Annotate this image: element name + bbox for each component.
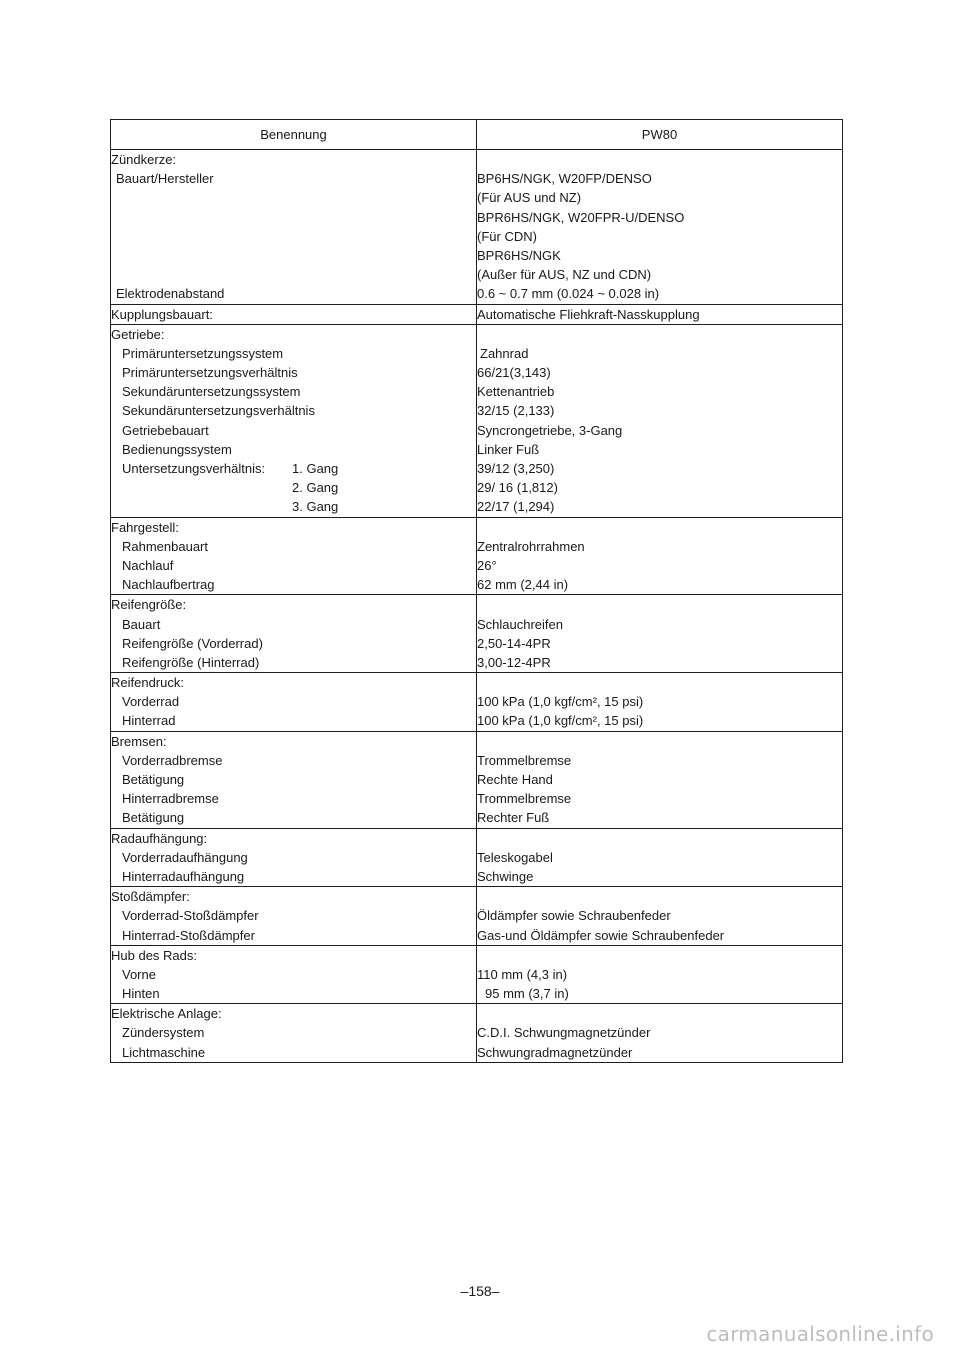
table-row <box>111 150 843 305</box>
spec-label: Getriebebauart <box>122 422 209 438</box>
spec-value: Schwungradmagnetzünder <box>477 1044 633 1060</box>
table-row <box>111 945 843 1004</box>
spec-value: (Für AUS und NZ) <box>477 190 582 206</box>
gear-label: 2. Gang <box>292 480 339 496</box>
spec-value: Trommelbremse <box>477 791 572 807</box>
spec-value: 29/ 16 (1,812) <box>477 480 558 496</box>
spec-value: Linker Fuß <box>477 441 540 457</box>
spec-value-cell <box>477 887 843 946</box>
spec-label: Bedienungssystem <box>122 441 232 457</box>
table-header-row <box>111 120 843 150</box>
spec-label-cell <box>111 887 477 946</box>
spec-label-cell <box>111 673 477 732</box>
gear-label: 3. Gang <box>292 499 339 515</box>
spec-label: Reifengröße (Hinterrad) <box>122 654 260 670</box>
spec-label: Zündersystem <box>122 1025 205 1041</box>
spec-value: Schlauchreifen <box>477 616 563 632</box>
spec-value-cell <box>477 731 843 828</box>
spec-value: 2,50-14-4PR <box>477 635 551 651</box>
section-title: Hub des Rads: <box>111 947 197 963</box>
spec-label-cell <box>111 304 477 324</box>
section-title: Stoßdämpfer: <box>111 889 190 905</box>
gear-ratio-row <box>111 478 476 497</box>
spec-value-cell <box>477 1004 843 1063</box>
spec-value: Rechte Hand <box>477 772 553 787</box>
header-model: PW80 <box>477 120 843 150</box>
spec-value: C.D.I. Schwungmagnetzünder <box>477 1025 651 1041</box>
spec-label: Sekundäruntersetzungsverhältnis <box>122 403 315 419</box>
spec-value: 95 mm (3,7 in) <box>485 986 569 1002</box>
spec-label: Sekundäruntersetzungssystem <box>122 384 301 400</box>
spec-label: Rahmenbauart <box>122 538 208 554</box>
page-number: –158– <box>460 1283 500 1299</box>
spec-label-cell <box>111 828 477 887</box>
spec-value: Trommelbremse <box>477 752 572 768</box>
spec-label-cell <box>111 945 477 1004</box>
spec-value: Syncrongetriebe, 3-Gang <box>477 422 623 438</box>
spec-value: 3,00-12-4PR <box>477 654 551 670</box>
table-row <box>111 1004 843 1063</box>
spec-value: Öldämpfer sowie Schraubenfeder <box>477 908 671 924</box>
spec-value: 32/15 (2,133) <box>477 403 555 419</box>
table-row <box>111 517 843 595</box>
spec-label: Hinterrad-Stoßdämpfer <box>122 927 255 943</box>
spec-label: Hinten <box>122 986 160 1002</box>
spec-value: 0.6 ~ 0.7 mm (0.024 ~ 0.028 in) <box>477 286 660 302</box>
table-row <box>111 887 843 946</box>
spec-label: Lichtmaschine <box>122 1044 206 1060</box>
section-title: Bremsen: <box>111 733 167 749</box>
section-title: Kupplungsbauart: <box>111 306 213 322</box>
spec-label: Hinterradbremse <box>122 791 219 807</box>
spec-label: Nachlaufbertrag <box>122 577 215 593</box>
spec-value: Rechter Fuß <box>477 810 550 826</box>
spec-label: Vorderrad <box>122 694 180 710</box>
gear-label: 1. Gang <box>292 461 339 476</box>
watermark: carmanualsonline.info <box>706 1322 934 1346</box>
spec-value: Gas-und Öldämpfer sowie Schraubenfeder <box>477 927 725 943</box>
table-row <box>111 731 843 828</box>
spec-value-cell <box>477 828 843 887</box>
spec-label-cell <box>111 517 477 595</box>
section-title: Reifendruck: <box>111 675 184 691</box>
spec-table <box>110 119 843 1063</box>
spec-value: 100 kPa (1,0 kgf/cm², 15 psi) <box>477 694 644 710</box>
spec-value-cell <box>477 324 843 517</box>
spec-value: Zentralrohrrahmen <box>477 538 585 554</box>
section-title: Getriebe: <box>111 326 165 342</box>
spec-label: Untersetzungsverhältnis: <box>122 461 266 476</box>
spec-label: Primäruntersetzungssystem <box>122 345 284 361</box>
table-row <box>111 828 843 887</box>
table-row <box>111 595 843 673</box>
spec-value: BPR6HS/NGK <box>477 247 561 263</box>
gear-ratio-row <box>111 459 476 478</box>
spec-value: Schwinge <box>477 868 534 884</box>
spec-value: 62 mm (2,44 in) <box>477 577 569 593</box>
spec-label: Nachlauf <box>122 557 174 573</box>
spec-label-cell <box>111 324 477 517</box>
spec-value: (Außer für AUS, NZ und CDN) <box>477 267 652 283</box>
spec-value: 22/17 (1,294) <box>477 499 555 515</box>
spec-label: Hinterrad <box>122 713 176 729</box>
spec-value-cell <box>477 945 843 1004</box>
spec-label-cell <box>111 1004 477 1063</box>
spec-label: Bauart <box>122 616 161 632</box>
spec-label: Primäruntersetzungsverhältnis <box>122 365 298 381</box>
spec-value: 26° <box>477 557 497 573</box>
spec-value: Kettenantrieb <box>477 384 555 400</box>
spec-value: 66/21(3,143) <box>477 365 551 381</box>
table-row <box>111 673 843 732</box>
spec-label: Betätigung <box>122 772 185 787</box>
spec-value: 100 kPa (1,0 kgf/cm², 15 psi) <box>477 713 644 729</box>
spec-value: BPR6HS/NGK, W20FPR-U/DENSO <box>477 209 685 225</box>
spec-label: Vorderradbremse <box>122 752 223 768</box>
spec-value: (Für CDN) <box>477 228 537 244</box>
spec-label: Hinterradaufhängung <box>122 868 245 884</box>
spec-label: Vorderradaufhängung <box>122 849 248 865</box>
spec-value-cell <box>477 517 843 595</box>
spec-label-cell <box>111 731 477 828</box>
spec-label: Vorderrad-Stoßdämpfer <box>122 908 259 924</box>
table-row <box>111 324 843 517</box>
spec-value: Automatische Fliehkraft-Nasskupplung <box>477 306 700 322</box>
section-title: Elektrische Anlage: <box>111 1006 222 1022</box>
section-title: Zündkerze: <box>111 152 177 167</box>
spec-value-cell <box>477 150 843 305</box>
spec-label-cell <box>111 595 477 673</box>
spec-value: 39/12 (3,250) <box>477 461 555 476</box>
gear-ratio-row <box>111 497 476 516</box>
table-row <box>111 304 843 324</box>
spec-label-cell <box>111 150 477 305</box>
header-benennung: Benennung <box>111 120 477 150</box>
spec-label: Betätigung <box>122 810 185 826</box>
section-title: Reifengröße: <box>111 597 187 613</box>
spec-value-cell <box>477 673 843 732</box>
spec-label: Elektrodenabstand <box>116 286 225 302</box>
spec-value-cell <box>477 304 843 324</box>
spec-value: Teleskogabel <box>477 849 553 865</box>
section-title: Radaufhängung: <box>111 830 208 846</box>
section-title: Fahrgestell: <box>111 519 179 535</box>
spec-value: Zahnrad <box>480 345 529 361</box>
spec-label: Bauart/Hersteller <box>116 171 214 187</box>
spec-label: Reifengröße (Vorderrad) <box>122 635 263 651</box>
spec-value: 110 mm (4,3 in) <box>477 966 568 982</box>
spec-value-cell <box>477 595 843 673</box>
spec-label: Vorne <box>122 966 156 982</box>
spec-value: BP6HS/NGK, W20FP/DENSO <box>477 171 652 187</box>
